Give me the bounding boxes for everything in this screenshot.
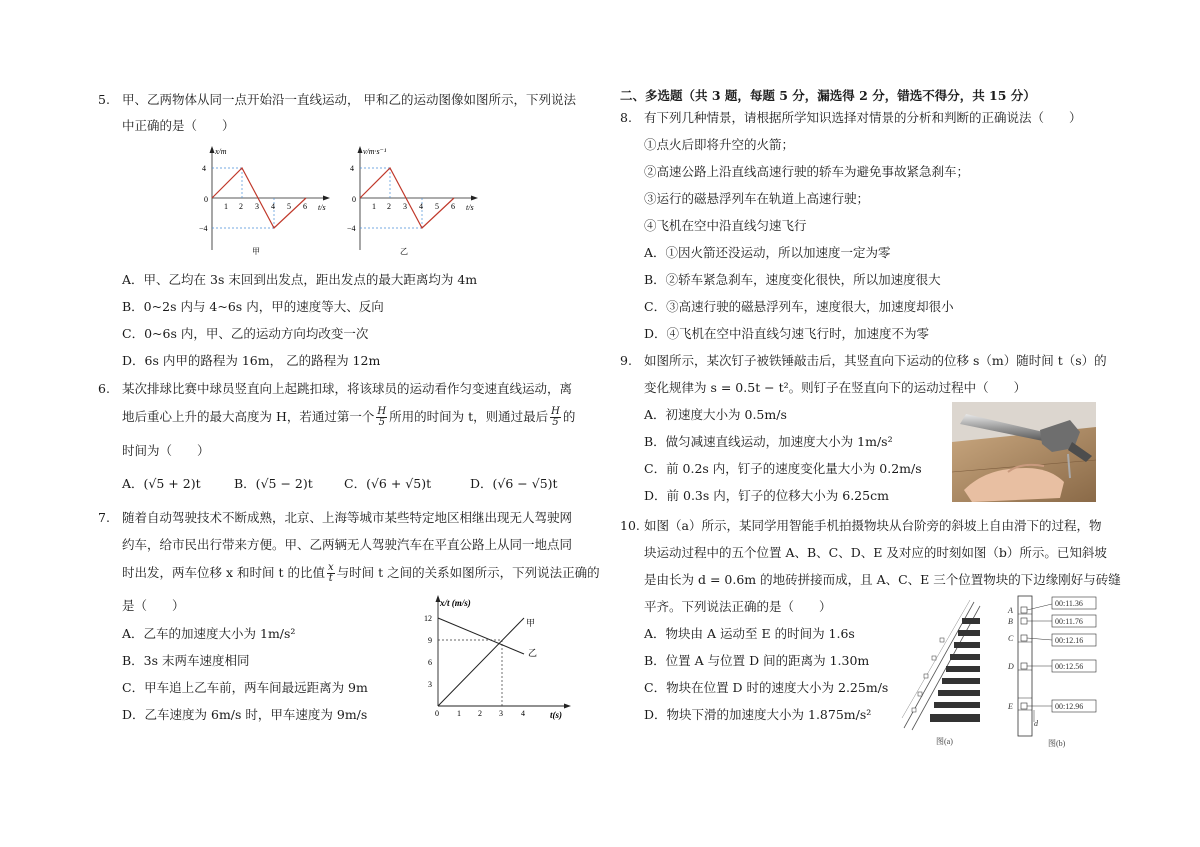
q10-time-label: 00:12.96 <box>1055 702 1084 711</box>
q6-stem-line2-part3: 的 <box>562 409 576 424</box>
q7-option-a[interactable]: A．乙车的加速度大小为 1m/s² <box>122 626 296 641</box>
q5-yi-xtick: 3 <box>403 202 407 211</box>
hammer-nail-photo <box>952 402 1096 502</box>
q10-fig-b-caption: 图(b) <box>1048 739 1066 748</box>
q5-yi-xtick: 6 <box>451 202 455 211</box>
q7-graph-xtick: 3 <box>499 709 503 718</box>
q10-option-a[interactable]: A．物块由 A 运动至 E 的时间为 1.6s <box>644 626 855 641</box>
q5-yi-xtick: 1 <box>372 202 376 211</box>
q5-graph-yi <box>344 142 484 262</box>
q10-time-label: 00:11.36 <box>1055 599 1083 608</box>
q10-fig-a-caption: 图(a) <box>936 737 953 746</box>
q8-option-a[interactable]: A．①因火箭还没运动，所以加速度一定为零 <box>644 245 891 260</box>
q7-graph-xtick: 0 <box>435 709 439 718</box>
q6-fraction-h-over-5 <box>376 407 387 428</box>
q10-stem-line4: 平齐。下列说法正确的是（ ） <box>644 599 832 614</box>
q7-graph-label-jia: 甲 <box>526 618 536 628</box>
q10-figure-b-timeline <box>1004 592 1100 750</box>
q5-jia-caption: 甲 <box>252 247 260 256</box>
q5-yi-xtick: 4 <box>419 202 423 211</box>
q7-stem-line3 <box>122 559 600 587</box>
q7-stem-line4: 是（ ） <box>122 598 185 613</box>
q6-stem-line3: 时间为（ ） <box>122 443 210 458</box>
q5-graph-jia <box>196 142 336 262</box>
q5-stem-line2: 中正确的是（ ） <box>122 118 235 133</box>
q5-stem-line1: 甲、乙两物体从同一点开始沿一直线运动， 甲和乙的运动图像如图所示，下列说法 <box>122 92 576 107</box>
q6-number: 6. <box>98 381 110 396</box>
q8-option-c[interactable]: C．③高速行驶的磁悬浮列车，速度很大，加速度却很小 <box>644 299 954 314</box>
q5-jia-ytick-0: 0 <box>204 195 208 204</box>
q10-point-label: B <box>1008 617 1013 626</box>
q10-stem-line2: 块运动过程中的五个位置 A、B、C、D、E 及对应的时刻如图（b）所示。已知斜坡 <box>644 545 1107 560</box>
q5-jia-xtick: 5 <box>287 202 291 211</box>
q6-stem-line1: 某次排球比赛中球员竖直向上起跳扣球，将该球员的运动看作匀变速直线运动，离 <box>122 381 573 396</box>
fraction-denominator: 5 <box>378 416 385 428</box>
q10-stem-line3: 是由长为 d = 0.6m 的地砖拼接而成，且 A、C、E 三个位置物块的下边缘刚好与砖缝 <box>644 572 1121 587</box>
q5-jia-xtick: 2 <box>239 202 243 211</box>
q7-number: 7. <box>98 510 110 525</box>
q9-number: 9. <box>620 353 632 368</box>
q9-stem-line1: 如图所示，某次钉子被铁锤敲击后，其竖直向下运动的位移 s（m）随时间 t（s）的 <box>644 353 1107 368</box>
q5-yi-ytick-neg4: −4 <box>347 224 356 233</box>
q6-stem-line2-part1: 地后重心上升的最大高度为 H，若通过第一个 <box>122 409 375 424</box>
q5-yi-caption: 乙 <box>400 247 408 256</box>
q7-graph-ytick: 12 <box>424 614 432 623</box>
q5-option-a[interactable]: A．甲、乙均在 3s 末回到出发点，距出发点的最大距离均为 4m <box>122 272 478 287</box>
q6-option-d[interactable]: D．(√6 − √5)t <box>470 476 558 491</box>
q10-time-label: 00:11.76 <box>1055 617 1083 626</box>
q6-option-b[interactable]: B．(√5 − 2)t <box>234 476 313 491</box>
q5-option-d[interactable]: D．6s 内甲的路程为 16m， 乙的路程为 12m <box>122 353 381 368</box>
q9-option-c[interactable]: C．前 0.2s 内，钉子的速度变化量大小为 0.2m/s <box>644 461 922 476</box>
section-header: 二、多选题（共 3 题，每题 5 分，漏选得 2 分，错选不得分，共 15 分） <box>620 88 1036 103</box>
q6-stem-line2 <box>122 404 575 430</box>
q5-number: 5. <box>98 92 110 107</box>
q7-fraction-x-over-t <box>327 563 335 584</box>
q5-yi-xlabel: t/s <box>466 203 474 212</box>
q7-graph-xlabel: t(s) <box>550 710 562 720</box>
q5-option-b[interactable]: B．0~2s 内与 4~6s 内，甲的速度等大、反向 <box>122 299 384 314</box>
q10-d-label: d <box>1034 719 1038 728</box>
q7-graph-xtick: 4 <box>521 709 525 718</box>
q10-point-label: C <box>1008 634 1014 643</box>
q5-option-c[interactable]: C．0~6s 内，甲、乙的运动方向均改变一次 <box>122 326 369 341</box>
q8-option-b[interactable]: B．②轿车紧急刹车，速度变化很快，所以加速度很大 <box>644 272 941 287</box>
q7-graph-ytick: 9 <box>428 636 432 645</box>
q8-scenario-2: ②高速公路上沿直线高速行驶的轿车为避免事故紧急刹车； <box>644 164 970 179</box>
q7-stem-line2: 约车，给市民出行带来方便。甲、乙两辆无人驾驶汽车在平直公路上从同一地点同 <box>122 537 573 552</box>
q8-stem: 有下列几种情景，请根据所学知识选择对情景的分析和判断的正确说法（ ） <box>644 110 1082 125</box>
q6-stem-line2-part2: 所用的时间为 t，则通过最后 <box>389 409 549 424</box>
q8-number: 8. <box>620 110 632 125</box>
q6-option-a[interactable]: A．(√5 + 2)t <box>122 476 201 491</box>
q9-option-a[interactable]: A．初速度大小为 0.5m/s <box>644 407 787 422</box>
q6-option-c[interactable]: C．(√6 + √5)t <box>344 476 432 491</box>
q10-option-d[interactable]: D．物块下滑的加速度大小为 1.875m/s² <box>644 707 872 722</box>
q5-jia-ylabel: x/m <box>215 147 227 156</box>
q5-jia-ytick-neg4: −4 <box>199 224 208 233</box>
q10-time-label: 00:12.16 <box>1055 636 1084 645</box>
q5-jia-xtick: 4 <box>271 202 275 211</box>
q7-graph-ytick: 3 <box>428 680 432 689</box>
q5-yi-xtick: 2 <box>387 202 391 211</box>
q8-scenario-1: ①点火后即将升空的火箭； <box>644 137 795 152</box>
q10-point-label: A <box>1008 606 1013 615</box>
q7-graph-xtick: 1 <box>457 709 461 718</box>
q8-scenario-3: ③运行的磁悬浮列车在轨道上高速行驶； <box>644 191 870 206</box>
q7-stem-line3-part2: 与时间 t 之间的关系如图所示，下列说法正确的 <box>336 565 600 580</box>
q10-stem-line1: 如图（a）所示，某同学用智能手机拍摄物块从台阶旁的斜坡上自由滑下的过程，物 <box>644 518 1102 533</box>
fraction-numerator: H <box>377 405 387 417</box>
q8-option-d[interactable]: D．④飞机在空中沿直线匀速飞行时，加速度不为零 <box>644 326 930 341</box>
fraction-denominator: 5 <box>552 416 559 428</box>
q7-graph-ytick: 6 <box>428 658 432 667</box>
q10-option-b[interactable]: B．位置 A 与位置 D 间的距离为 1.30m <box>644 653 870 668</box>
q9-stem-line2: 变化规律为 s = 0.5t − t²。则钉子在竖直向下的运动过程中（ ） <box>644 380 1027 395</box>
q10-point-label: D <box>1008 662 1014 671</box>
q9-option-b[interactable]: B．做匀减速直线运动，加速度大小为 1m/s² <box>644 434 893 449</box>
q9-option-d[interactable]: D．前 0.3s 内，钉子的位移大小为 6.25cm <box>644 488 889 503</box>
fraction-denominator: t <box>328 572 333 584</box>
q5-jia-ytick-4: 4 <box>202 164 206 173</box>
q10-time-label: 00:12.56 <box>1055 662 1084 671</box>
q5-yi-ylabel: v/m·s⁻¹ <box>363 147 387 156</box>
q10-figure-a-staircase <box>900 598 1000 748</box>
q7-option-c[interactable]: C．甲车追上乙车前，两车间最远距离为 9m <box>122 680 368 695</box>
q5-jia-xtick: 3 <box>255 202 259 211</box>
q7-graph <box>418 592 578 722</box>
q6-fraction-h-over-5-b <box>550 407 561 428</box>
q7-graph-xtick: 2 <box>478 709 482 718</box>
fraction-numerator: H <box>551 405 560 417</box>
q5-yi-xtick: 5 <box>435 202 439 211</box>
fraction-numerator: x <box>327 561 334 573</box>
q8-scenario-4: ④飞机在空中沿直线匀速飞行 <box>644 218 807 233</box>
q10-option-c[interactable]: C．物块在位置 D 时的速度大小为 2.25m/s <box>644 680 889 695</box>
q5-jia-xlabel: t/s <box>318 203 326 212</box>
q10-number: 10. <box>620 518 640 533</box>
q7-option-d[interactable]: D．乙车速度为 6m/s 时，甲车速度为 9m/s <box>122 707 368 722</box>
q7-graph-label-yi: 乙 <box>528 648 538 658</box>
q5-yi-ytick-4: 4 <box>350 164 354 173</box>
q7-option-b[interactable]: B．3s 末两车速度相同 <box>122 653 250 668</box>
q7-graph-ylabel: x/t (m/s) <box>440 598 471 608</box>
q5-jia-xtick: 1 <box>224 202 228 211</box>
q10-point-label: E <box>1008 702 1013 711</box>
q7-stem-line3-part1: 时出发，两车位移 x 和时间 t 的比值 <box>122 565 325 580</box>
q7-stem-line1: 随着自动驾驶技术不断成熟，北京、上海等城市某些特定地区相继出现无人驾驶网 <box>122 510 573 525</box>
q5-yi-ytick-0: 0 <box>352 195 356 204</box>
q5-jia-xtick: 6 <box>303 202 307 211</box>
